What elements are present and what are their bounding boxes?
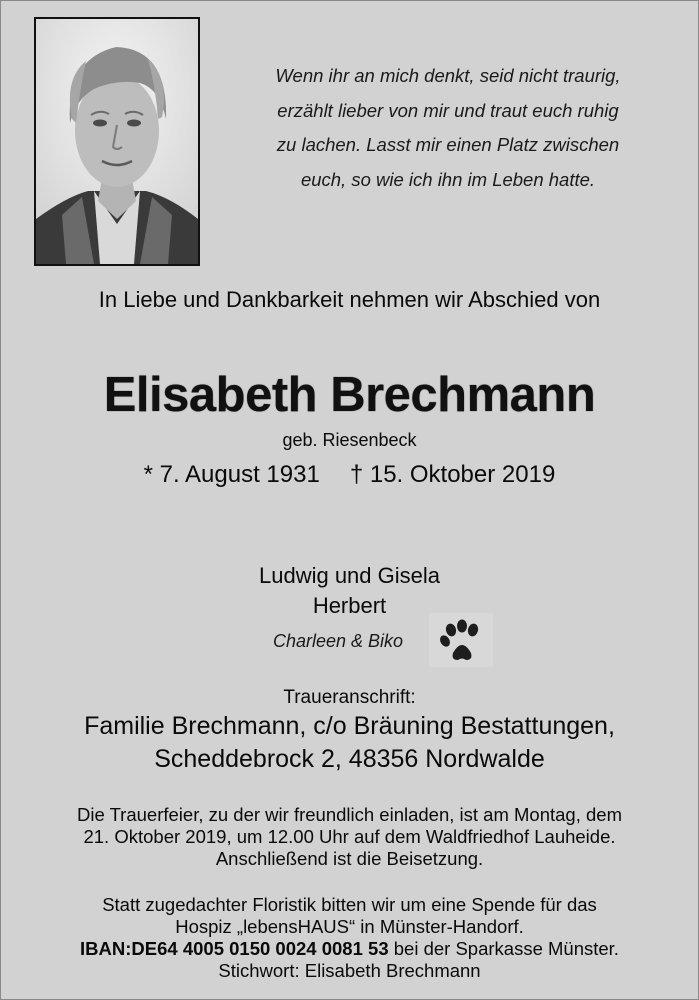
poem-line: euch, so wie ich ihn im Leben hatte. — [300, 168, 596, 190]
poem-line: Wenn ihr an mich denkt, seid nicht traurig, — [275, 65, 621, 86]
donation-info — [1, 894, 698, 982]
service-line-1: Die Trauerfeier, zu der wir freundlich einladen, ist am Montag, dem — [77, 804, 622, 825]
mourners-line-2: Herbert — [312, 593, 387, 618]
poem-line: erzählt lieber von mir und traut euch ruhig — [277, 99, 619, 121]
paw-print-icon — [429, 613, 493, 667]
pets-row — [1, 609, 698, 669]
portrait-photo — [34, 17, 200, 266]
birth-date: * 7. August 1931 — [143, 461, 320, 488]
birth-name: geb. Riesenbeck — [282, 430, 417, 450]
service-line-2: 21. Oktober 2019, um 12.00 Uhr auf dem Waldfriedhof Lauheide. — [83, 826, 616, 847]
bank-name: bei der Sparkasse Münster. — [388, 938, 619, 959]
donation-keyword: Stichwort: Elisabeth Brechmann — [218, 960, 481, 981]
portrait-image — [36, 19, 198, 264]
service-info — [1, 804, 698, 870]
donation-line-1: Statt zugedachter Floristik bitten wir um eine Spende für das — [102, 894, 597, 915]
intro-text: In Liebe und Dankbarkeit nehmen wir Abschied von — [98, 287, 601, 312]
poem — [223, 59, 673, 197]
iban: IBAN:DE64 4005 0150 0024 0081 53 — [80, 938, 389, 959]
service-line-3: Anschließend ist die Beisetzung. — [215, 848, 484, 869]
donation-line-2: Hospiz „lebensHAUS“ in Münster-Handorf. — [175, 916, 524, 937]
mourners-line-1: Ludwig und Gisela — [258, 563, 440, 588]
pets-names: Charleen & Biko — [273, 631, 404, 651]
death-date: † 15. Oktober 2019 — [349, 461, 556, 488]
deceased-name: Elisabeth Brechmann — [103, 368, 596, 422]
donation-bank-line — [1, 938, 698, 960]
address-label: Traueranschrift: — [283, 687, 416, 708]
poem-line: zu lachen. Lasst mir einen Platz zwischen — [276, 134, 620, 155]
address-line-2: Scheddebrock 2, 48356 Nordwalde — [154, 745, 545, 773]
address-line-1: Familie Brechmann, c/o Bräuning Bestattungen, — [84, 712, 615, 740]
life-dates — [1, 461, 698, 489]
